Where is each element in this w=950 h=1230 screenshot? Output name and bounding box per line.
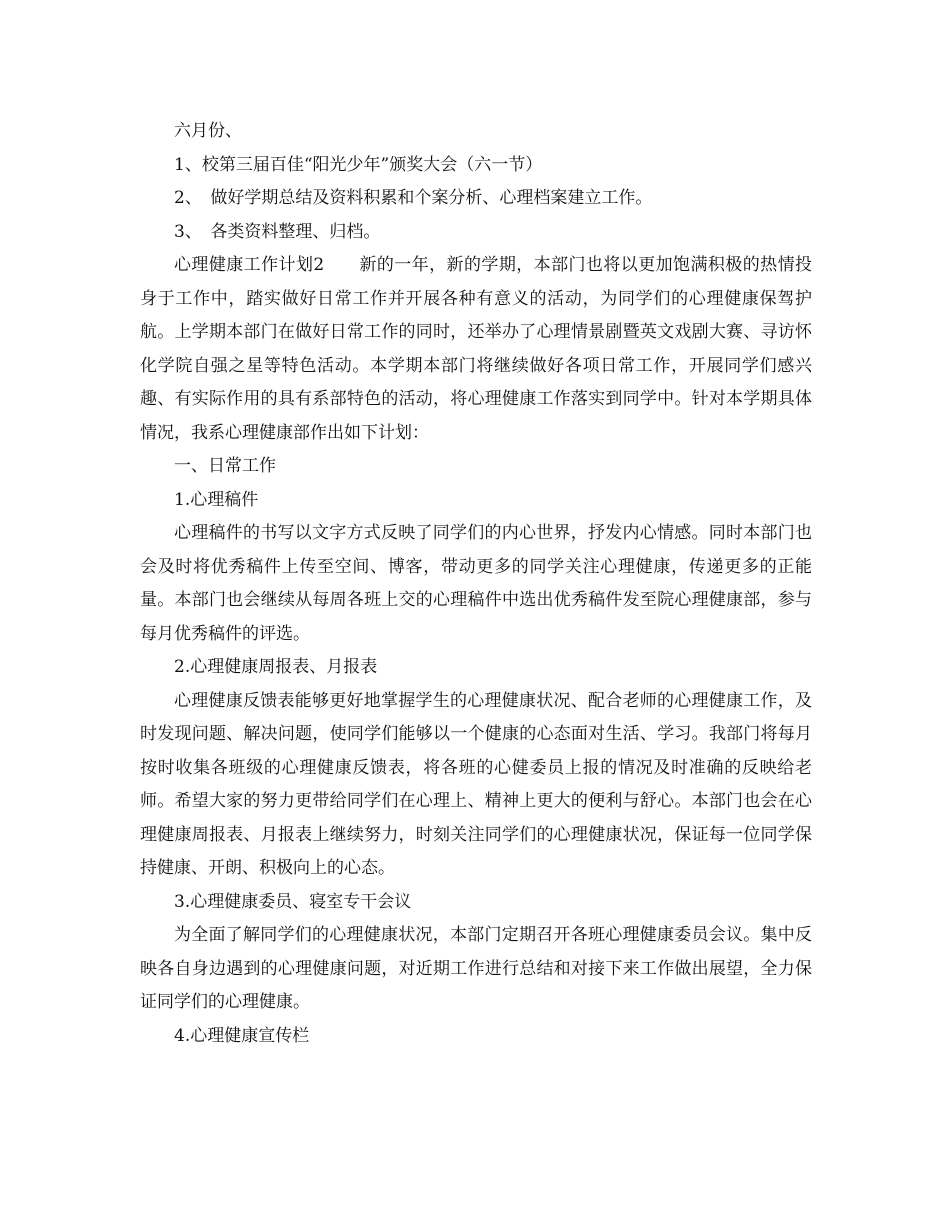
document-body <box>140 115 812 1053</box>
item-heading-meetings: 3.心理健康委员、寝室专干会议 <box>174 891 412 912</box>
item-body-psych-articles: 心理稿件的书写以文字方式反映了同学们的内心世界，抒发内心情感。同时本部门也会及时将优秀稿件上传至空间、博客，带动更多的同学关注心理健康，传递更多的正能量。本部门也会继续从每周各班上交的心理稿件中选出优秀稿件发至院心理健康部，参与每月优秀稿件的评选。 <box>140 523 812 644</box>
june-item-1: 1、校第三届百佳“阳光少年”颁奖大会（六一节） <box>174 154 543 175</box>
month-heading: 六月份、 <box>174 121 242 141</box>
item-heading-bulletin: 4.心理健康宣传栏 <box>174 1025 310 1046</box>
plan2-intro-paragraph: 心理健康工作计划2 新的一年，新的学期，本部门也将以更加饱满积极的热情投身于工作中，踏实做好日常工作并开展各种有意义的活动，为同学们的心理健康保驾护航。上学期本部门在做好日常工作的同时，还举办了心理情景剧暨英文戏剧大赛、寻访怀化学院自强之星等特色活动。本学期本部门将继续做好各项日常工作，开展同学们感兴趣、有实际作用的具有系部特色的活动，将心理健康工作落实到同学中。针对本学期具体情况，我系心理健康部作出如下计划： <box>140 255 812 443</box>
june-item-3: 3、 各类资料整理、归档。 <box>174 221 381 242</box>
june-item-2: 2、 做好学期总结及资料积累和个案分析、心理档案建立工作。 <box>174 188 653 208</box>
item-body-reports: 心理健康反馈表能够更好地掌握学生的心理健康状况、配合老师的心理健康工作，及时发现问题、解决问题，使同学们能够以一个健康的心态面对生活、学习。我部门将每月按时收集各班级的心理健康反馈表，将各班的心健委员上报的情况及时准确的反映给老师。希望大家的努力更带给同学们在心理上、精神上更大的便利与舒心。本部门也会在心理健康周报表、月报表上继续努力，时刻关注同学们的心理健康状况，保证每一位同学保持健康、开朗、积极向上的心态。 <box>140 690 812 878</box>
item-heading-psych-articles: 1.心理稿件 <box>174 489 259 510</box>
section-heading-daily-work: 一、日常工作 <box>174 456 276 476</box>
item-body-meetings: 为全面了解同学们的心理健康状况，本部门定期召开各班心理健康委员会议。集中反映各自身边遇到的心理健康问题，对近期工作进行总结和对接下来工作做出展望，全力保证同学们的心理健康。 <box>140 925 812 1012</box>
item-heading-reports: 2.心理健康周报表、月报表 <box>174 657 378 677</box>
